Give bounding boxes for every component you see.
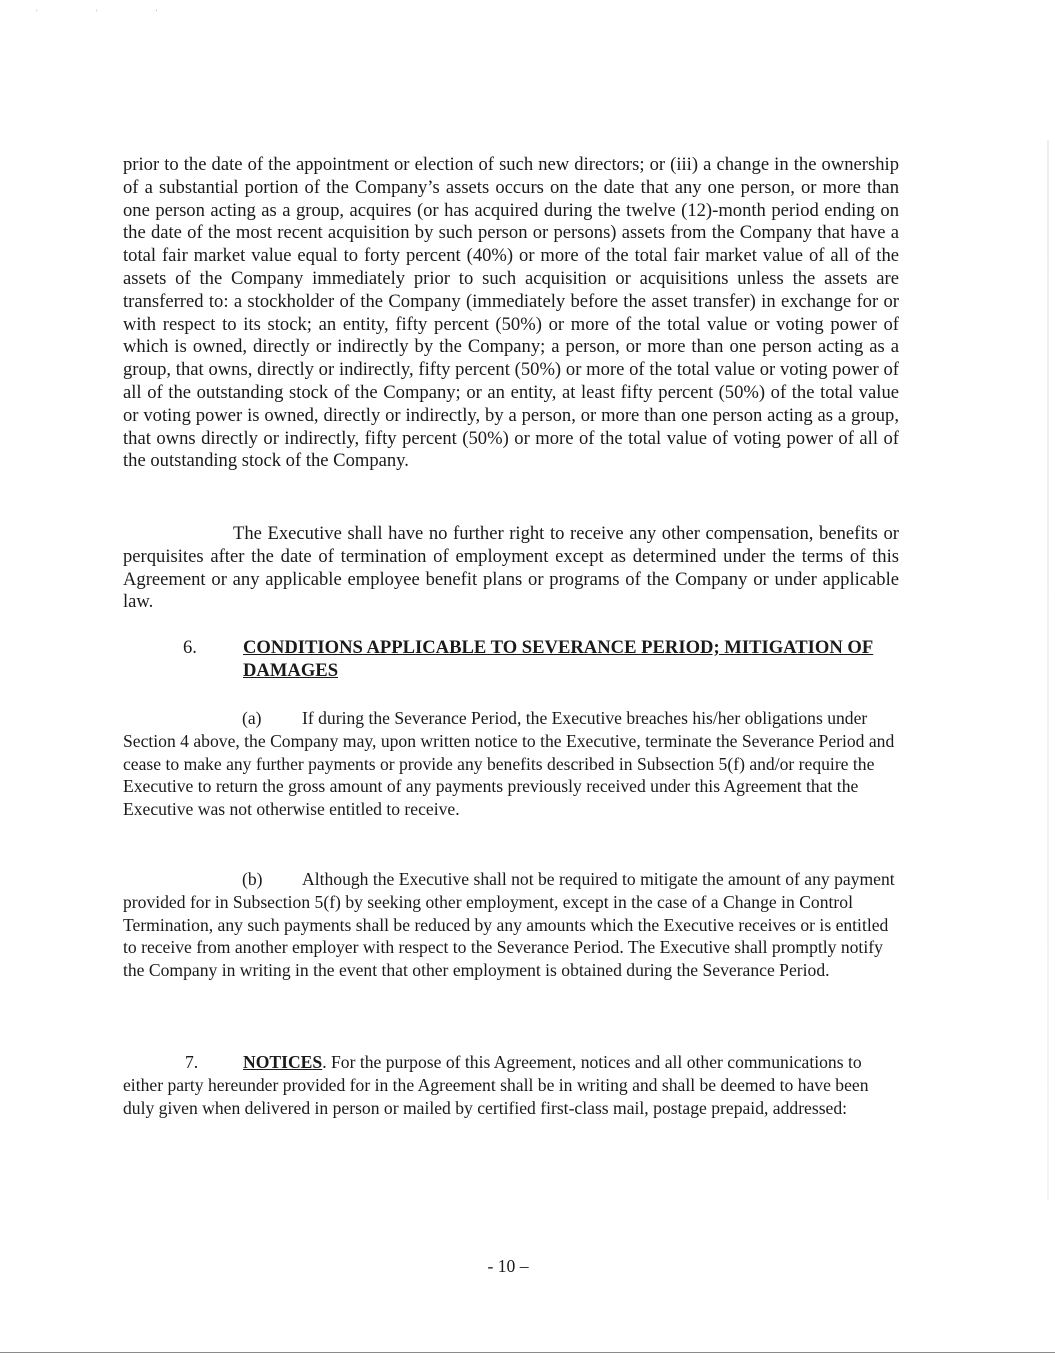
paragraph-no-further-right: The Executive shall have no further right to receive any other compensation, benefits or perquisites after the date of termination of employment except as determined under the terms of this Agreement or any applicable employee benefit plans or programs of the Company or under applicable law. — [123, 523, 899, 613]
section-7-notices — [123, 1051, 899, 1119]
subsection-6b — [123, 868, 899, 982]
paragraph-change-of-ownership: prior to the date of the appointment or election of such new directors; or (iii) a change in the ownership of a substantial portion of the Company’s assets occurs on the date that any one person, or more than one person acting as a group, acquires (or has acquired during the twelve (12)-month period ending on the date of the most recent acquisition by such person or persons) assets from the Company that have a total fair market value equal to forty percent (40%) or more of the total fair market value of all of the assets of the Company immediately prior to such acquisition or acquisitions unless the assets are transferred to: a stockholder of the Company (immediately before the asset transfer) in exchange for or with respect to its stock; an entity, fifty percent (50%) or more of the total value or voting power of which is owned, directly or indirectly by the Company; a person, or more than one person acting as a group, that owns, directly or indirectly, fifty percent (50%) or more of the total value or voting power of all of the outstanding stock of the Company; or an entity, at least fifty percent (50%) of the total value or voting power is owned, directly or indirectly, by a person, or more than one person acting as a group, that owns directly or indirectly, fifty percent (50%) or more of the total value of voting power of all of the outstanding stock of the Company. — [123, 154, 899, 472]
section-7-text: . For the purpose of this Agreement, notices and all other communications to either party hereunder provided for in the Agreement shall be in writing and shall be deemed to have been duly given when delivered in person or mailed by certified first-class mail, postage prepaid, addressed: — [123, 1052, 869, 1118]
bottom-scan-line — [0, 1352, 1055, 1353]
subsection-6b-label: (b) — [242, 869, 263, 889]
page-number: - 10 – — [487, 1256, 529, 1276]
section-7-title: NOTICES — [243, 1052, 323, 1072]
section-7-number: 7. — [185, 1052, 199, 1072]
subsection-6a-label: (a) — [242, 708, 262, 728]
scan-edge-shadow — [1047, 140, 1049, 1200]
section-6-number: 6. — [183, 637, 197, 658]
subsection-6b-text: Although the Executive shall not be required to mitigate the amount of any payment provided for in Subsection 5(f) by seeking other employment, except in the case of a Change in Control Termination, any such payments shall be reduced by any amounts which the Executive receives or is entitled to receive from another employer with respect to the Severance Period. The Executive shall promptly notify the Company in writing in the event that other employment is obtained during the Severance Period. — [123, 869, 895, 981]
section-6-title: CONDITIONS APPLICABLE TO SEVERANCE PERIOD; MITIGATION OF DAMAGES — [243, 637, 874, 681]
subsection-6a — [123, 707, 899, 821]
scan-artifact-marks: ' ' ' — [36, 8, 186, 18]
subsection-6a-text: If during the Severance Period, the Executive breaches his/her obligations under Section 4 above, the Company may, upon written notice to the Executive, terminate the Severance Period and cease to make any further payments or provide any benefits described in Subsection 5(f) and/or require the Executive to return the gross amount of any payments previously received under this Agreement that the Executive was not otherwise entitled to receive. — [123, 708, 895, 820]
